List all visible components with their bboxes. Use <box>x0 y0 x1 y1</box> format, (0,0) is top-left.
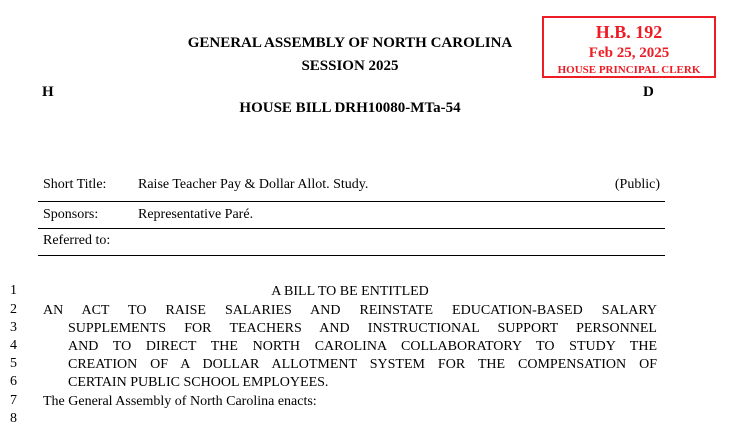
line-number: 2 <box>10 302 17 317</box>
sponsors-row <box>38 202 665 229</box>
assembly-heading: GENERAL ASSEMBLY OF NORTH CAROLINA <box>187 35 513 51</box>
act-title-line: CERTAIN PUBLIC SCHOOL EMPLOYEES. <box>68 375 329 390</box>
sponsors-value: Representative Paré. <box>138 207 254 222</box>
session-heading: SESSION 2025 <box>301 58 399 74</box>
line-number: 1 <box>10 283 17 298</box>
stamp-bill-number: H.B. 192 <box>595 22 663 42</box>
bill-entitled-heading: A BILL TO BE ENTITLED <box>271 284 429 299</box>
short-title-row <box>38 175 665 202</box>
act-title-line: AN ACT TO RAISE SALARIES AND REINSTATE EDUCATION-BASED SALARY <box>43 303 657 318</box>
short-title-label: Short Title: <box>43 177 107 192</box>
act-title-line: SUPPLEMENTS FOR TEACHERS AND INSTRUCTIONAL SUPPORT PERSONNEL <box>68 321 657 336</box>
stamp-office: HOUSE PRINCIPAL CLERK <box>557 64 701 76</box>
sponsors-label: Sponsors: <box>43 207 99 222</box>
short-title-value: Raise Teacher Pay & Dollar Allot. Study. <box>138 177 369 192</box>
enacting-clause: The General Assembly of North Carolina enacts: <box>43 394 317 409</box>
chamber-letter: H <box>42 84 54 100</box>
referred-label: Referred to: <box>43 233 111 248</box>
line-number: 4 <box>10 338 17 353</box>
line-number: 5 <box>10 356 17 371</box>
line-number: 3 <box>10 320 17 335</box>
line-number: 6 <box>10 374 17 389</box>
act-title-line: AND TO DIRECT THE NORTH CAROLINA COLLABORATORY TO STUDY THE <box>68 339 657 354</box>
clerk-stamp <box>542 16 716 78</box>
bill-number-heading: HOUSE BILL DRH10080-MTa-54 <box>239 100 461 116</box>
line-number: 7 <box>10 393 17 408</box>
draft-letter: D <box>643 84 654 100</box>
referred-row <box>38 229 665 256</box>
act-title-line: CREATION OF A DOLLAR ALLOTMENT SYSTEM FOR THE COMPENSATION OF <box>68 357 657 372</box>
stamp-date: Feb 25, 2025 <box>588 45 670 61</box>
line-number: 8 <box>10 411 17 426</box>
public-label: (Public) <box>614 177 660 192</box>
